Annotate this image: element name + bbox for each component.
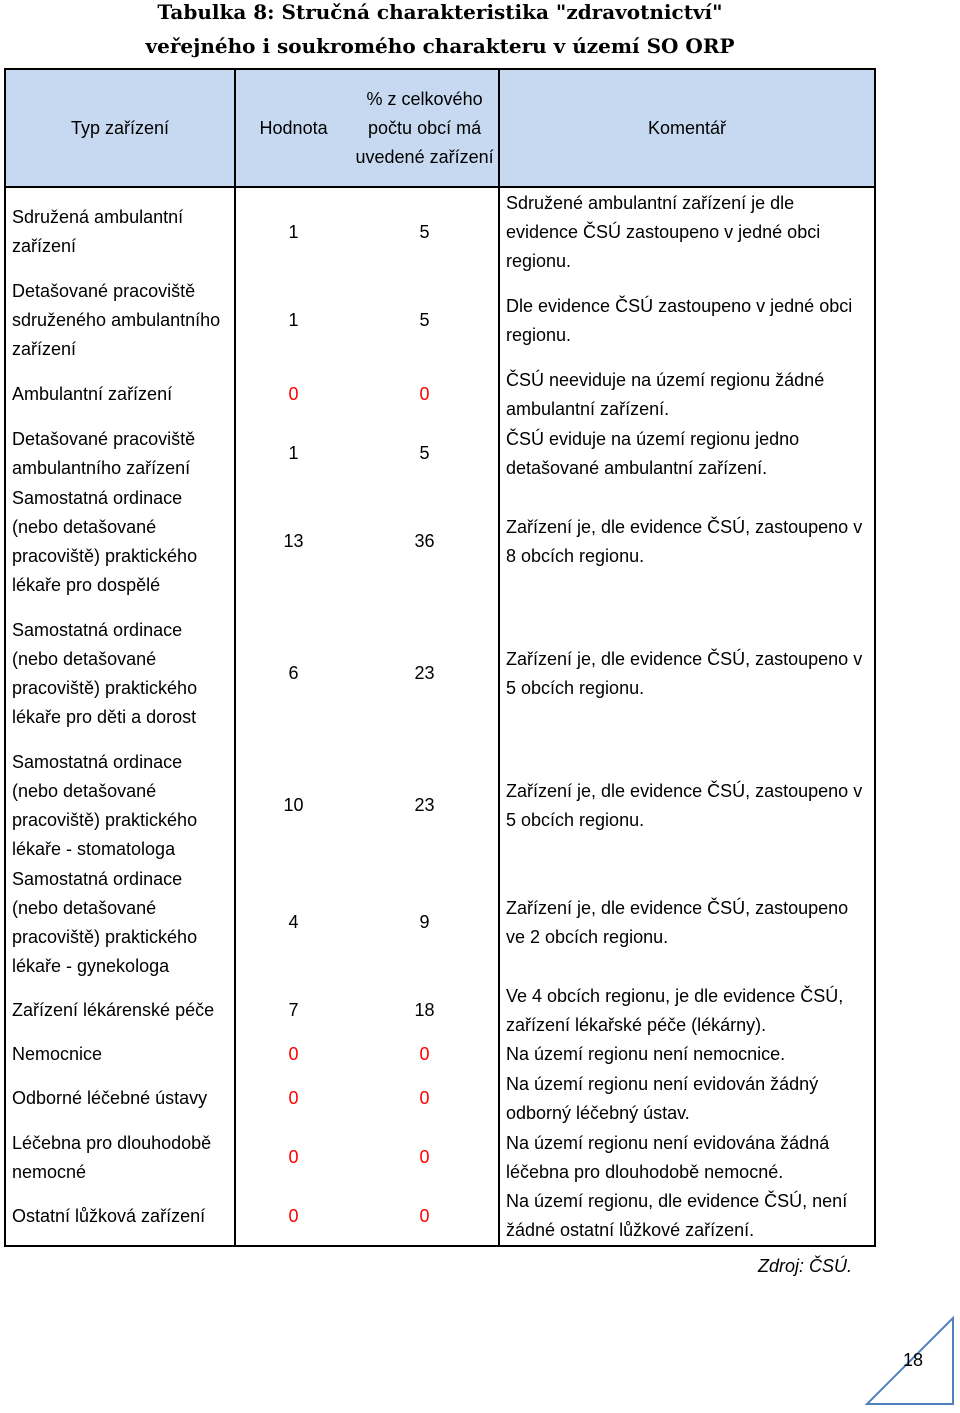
table-row — [5, 981, 875, 1040]
table-row — [5, 1128, 875, 1187]
page-number: 18 — [903, 1350, 924, 1370]
table-title-line-1: Tabulka 8: Stručná charakteristika "zdravotnictví" — [157, 0, 723, 24]
cell-percent: 0 — [419, 1044, 430, 1064]
cell-type: Ambulantní zařízení — [5, 365, 235, 424]
cell-value: 10 — [283, 795, 304, 815]
cell-values — [235, 747, 499, 864]
cell-value: 4 — [288, 912, 299, 932]
cell-comment: ČSÚ neeviduje na území regionu žádné ambulantní zařízení. — [499, 365, 875, 424]
cell-value: 7 — [288, 1000, 299, 1020]
cell-values — [235, 483, 499, 600]
table-row — [5, 600, 875, 747]
cell-percent: 0 — [419, 1205, 430, 1226]
cell-comment: Sdružené ambulantní zařízení je dle evidence ČSÚ zastoupeno v jedné obci regionu. — [499, 187, 875, 276]
cell-type: Samostatná ordinace (nebo detašované pracoviště) praktického lékaře - stomatologa — [5, 747, 235, 864]
cell-comment: Zařízení je, dle evidence ČSÚ, zastoupeno v 5 obcích regionu. — [499, 600, 875, 747]
table-row — [5, 1187, 875, 1246]
cell-values — [235, 365, 499, 424]
table-row — [5, 1069, 875, 1128]
cell-values — [235, 600, 499, 747]
cell-values — [235, 424, 499, 483]
cell-percent: 23 — [414, 795, 435, 815]
cell-value: 1 — [288, 221, 299, 242]
header-percent: % z celkového počtu obcí má uvedené zařízení — [355, 88, 494, 167]
header-row — [5, 69, 875, 187]
source-note: Zdroj: ČSÚ. — [758, 1256, 853, 1276]
table-title-line-2: veřejného i soukromého charakteru v území SO ORP — [145, 34, 735, 58]
cell-percent: 9 — [419, 912, 430, 932]
cell-values — [235, 1069, 499, 1128]
cell-percent: 5 — [419, 443, 430, 463]
cell-type: Samostatná ordinace (nebo detašované pracoviště) praktického lékaře - gynekologa — [5, 864, 235, 981]
cell-values — [235, 276, 499, 365]
cell-values — [235, 864, 499, 981]
cell-comment: Zařízení je, dle evidence ČSÚ, zastoupeno v 5 obcích regionu. — [499, 747, 875, 864]
cell-type: Odborné léčebné ústavy — [5, 1069, 235, 1128]
table-row — [5, 365, 875, 424]
table-row — [5, 276, 875, 365]
cell-comment: Ve 4 obcích regionu, je dle evidence ČSÚ, zařízení lékařské péče (lékárny). — [499, 981, 875, 1040]
cell-percent: 5 — [419, 310, 430, 330]
cell-percent: 36 — [414, 531, 435, 551]
cell-value: 0 — [288, 1088, 299, 1108]
cell-type: Zařízení lékárenské péče — [5, 981, 235, 1040]
cell-comment: Na území regionu není evidována žádná léčebna pro dlouhodobě nemocné. — [499, 1128, 875, 1187]
cell-comment: ČSÚ eviduje na území regionu jedno detašované ambulantní zařízení. — [499, 424, 875, 483]
cell-value: 13 — [283, 531, 304, 551]
cell-comment: Na území regionu, dle evidence ČSÚ, není žádné ostatní lůžkové zařízení. — [499, 1187, 875, 1246]
cell-type: Samostatná ordinace (nebo detašované pracoviště) praktického lékaře pro děti a dorost — [5, 600, 235, 747]
cell-value: 1 — [288, 443, 299, 463]
cell-percent: 5 — [419, 221, 430, 242]
cell-comment: Zařízení je, dle evidence ČSÚ, zastoupeno v 8 obcích regionu. — [499, 483, 875, 600]
cell-values — [235, 1128, 499, 1187]
healthcare-table — [4, 68, 876, 1247]
table-row — [5, 187, 875, 276]
cell-percent: 0 — [419, 1088, 430, 1108]
header-type: Typ zařízení — [5, 69, 235, 187]
cell-type: Léčebna pro dlouhodobě nemocné — [5, 1128, 235, 1187]
cell-percent: 0 — [419, 384, 430, 404]
cell-type: Sdružená ambulantní zařízení — [5, 187, 235, 276]
table-row — [5, 424, 875, 483]
table-row — [5, 747, 875, 864]
cell-percent: 23 — [414, 663, 435, 683]
cell-values — [235, 1040, 499, 1069]
cell-comment: Dle evidence ČSÚ zastoupeno v jedné obci regionu. — [499, 276, 875, 365]
cell-value: 0 — [288, 384, 299, 404]
header-values — [235, 69, 499, 187]
cell-type: Detašované pracoviště ambulantního zařízení — [5, 424, 235, 483]
cell-values — [235, 1187, 499, 1246]
cell-percent: 18 — [414, 1000, 435, 1020]
cell-type: Detašované pracoviště sdruženého ambulantního zařízení — [5, 276, 235, 365]
cell-type: Ostatní lůžková zařízení — [5, 1187, 235, 1246]
cell-type: Samostatná ordinace (nebo detašované pracoviště) praktického lékaře pro dospělé — [5, 483, 235, 600]
table-row — [5, 864, 875, 981]
cell-values — [235, 981, 499, 1040]
cell-value: 0 — [288, 1044, 299, 1064]
cell-value: 0 — [288, 1205, 299, 1226]
cell-percent: 0 — [419, 1147, 430, 1167]
cell-values — [235, 187, 499, 276]
cell-value: 0 — [288, 1147, 299, 1167]
cell-value: 6 — [288, 663, 299, 683]
table-row — [5, 483, 875, 600]
header-comment: Komentář — [499, 69, 875, 187]
cell-comment: Zařízení je, dle evidence ČSÚ, zastoupeno ve 2 obcích regionu. — [499, 864, 875, 981]
cell-comment: Na území regionu není nemocnice. — [499, 1040, 875, 1069]
header-value: Hodnota — [259, 117, 328, 138]
cell-type: Nemocnice — [5, 1040, 235, 1069]
cell-comment: Na území regionu není evidován žádný odborný léčebný ústav. — [499, 1069, 875, 1128]
table-row — [5, 1040, 875, 1069]
cell-value: 1 — [288, 310, 299, 330]
